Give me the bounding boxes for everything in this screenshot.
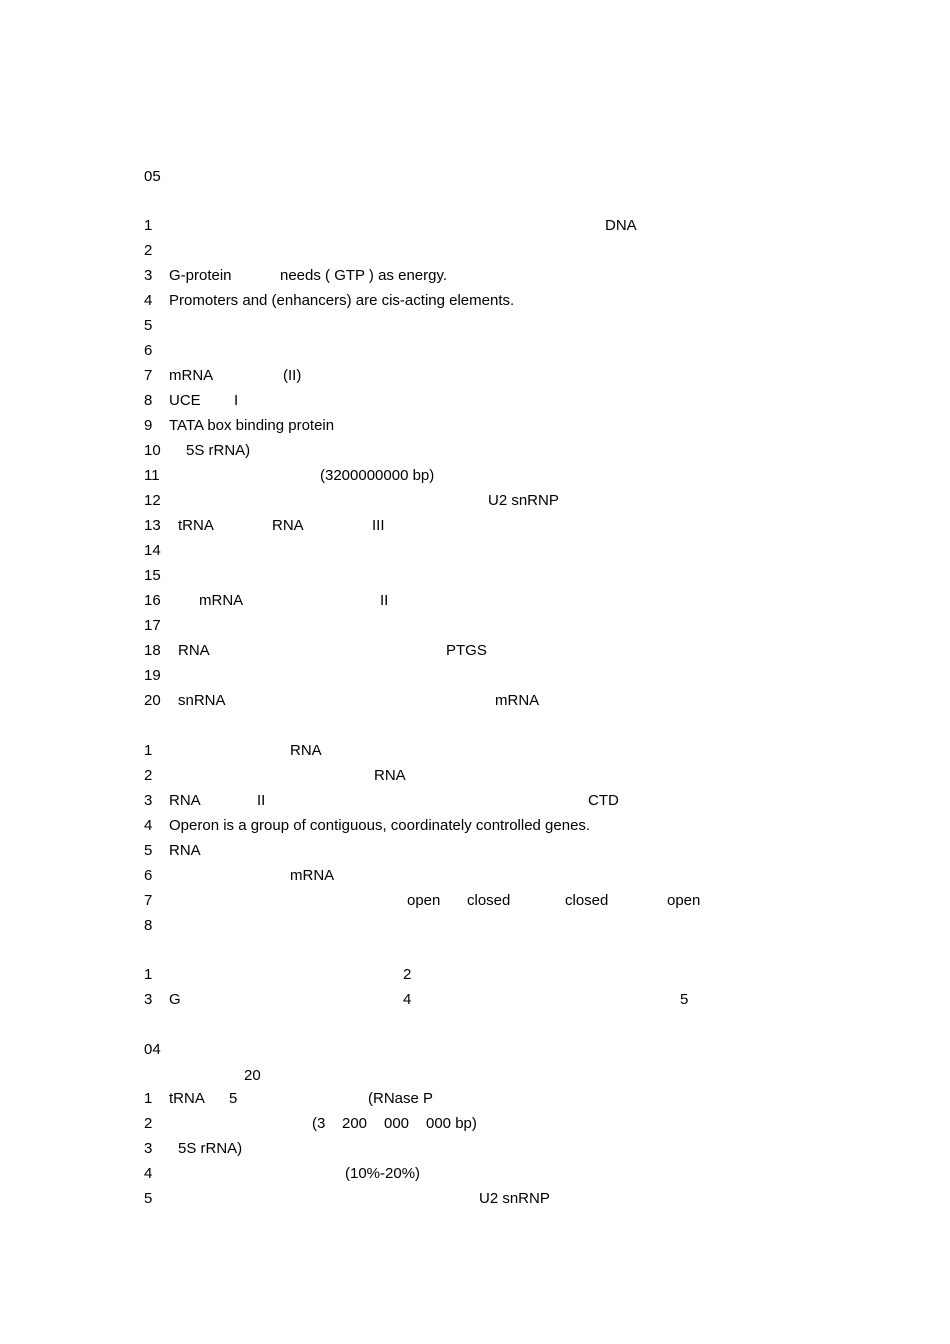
item-text: G <box>169 991 181 1008</box>
list-item <box>0 566 950 586</box>
section-heading-04: 04 <box>144 1041 161 1058</box>
item-text: 5 <box>680 991 689 1008</box>
item-text: G-protein <box>169 267 232 284</box>
list-item <box>0 916 950 936</box>
item-text: 4 <box>403 991 412 1008</box>
item-number: 7 <box>144 892 153 909</box>
item-text: (10%-20%) <box>345 1165 421 1182</box>
item-text: Promoters and (enhancers) are cis-acting elements. <box>169 292 515 309</box>
item-number: 3 <box>144 267 153 284</box>
item-number: 4 <box>144 817 153 834</box>
item-text: CTD <box>588 792 619 809</box>
item-text: RNA <box>178 642 210 659</box>
item-text: snRNA <box>178 692 226 709</box>
item-text: mRNA <box>495 692 540 709</box>
item-text: 5S rRNA) <box>186 442 251 459</box>
item-number: 6 <box>144 867 153 884</box>
item-text: mRNA <box>290 867 335 884</box>
item-text: mRNA <box>169 367 214 384</box>
item-number: 1 <box>144 1090 153 1107</box>
item-text: RNA <box>290 742 322 759</box>
item-number: 3 <box>144 991 153 1008</box>
item-text: RNA <box>272 517 304 534</box>
item-text: III <box>372 517 385 534</box>
item-number: 18 <box>144 642 161 659</box>
list-item <box>0 766 950 786</box>
list-item <box>0 266 950 286</box>
item-text: closed <box>565 892 609 909</box>
item-number: 4 <box>144 292 153 309</box>
item-text: U2 snRNP <box>479 1190 550 1207</box>
list-item <box>0 241 950 261</box>
item-number: 4 <box>144 1165 153 1182</box>
item-text: 2 <box>403 966 412 983</box>
list-item <box>0 541 950 561</box>
item-text: RNA <box>169 792 201 809</box>
list-item <box>0 791 950 811</box>
item-number: 2 <box>144 1115 153 1132</box>
item-text: 000 bp) <box>426 1115 477 1132</box>
list-item <box>0 516 950 536</box>
item-text: RNA <box>374 767 406 784</box>
list-item <box>0 491 950 511</box>
list-item <box>0 1114 950 1134</box>
item-text: (3 <box>312 1115 326 1132</box>
item-number: 11 <box>144 467 160 484</box>
item-text: mRNA <box>199 592 244 609</box>
item-number: 19 <box>144 667 161 684</box>
item-text: needs ( GTP ) as energy. <box>280 267 448 284</box>
list-item <box>0 816 950 836</box>
item-number: 16 <box>144 592 161 609</box>
item-number: 5 <box>144 317 153 334</box>
item-number: 5 <box>144 1190 153 1207</box>
list-item <box>0 691 950 711</box>
item-number: 15 <box>144 567 161 584</box>
item-text: TATA box binding protein <box>169 417 335 434</box>
item-number: 1 <box>144 966 153 983</box>
item-text: tRNA <box>178 517 214 534</box>
item-text: PTGS <box>446 642 487 659</box>
list-item <box>0 441 950 461</box>
list-item <box>0 965 950 985</box>
item-number: 20 <box>144 692 161 709</box>
list-item <box>0 341 950 361</box>
list-item <box>0 990 950 1010</box>
item-text: U2 snRNP <box>488 492 559 509</box>
item-number: 3 <box>144 1140 153 1157</box>
list-item <box>0 216 950 236</box>
list-item <box>0 1164 950 1184</box>
list-item <box>0 416 950 436</box>
list-item <box>0 291 950 311</box>
list-item <box>0 391 950 411</box>
item-number: 10 <box>144 442 161 459</box>
item-number: 5 <box>144 842 153 859</box>
item-text: 5S rRNA) <box>178 1140 243 1157</box>
list-item <box>0 1189 950 1209</box>
list-item <box>0 316 950 336</box>
item-number: 9 <box>144 417 153 434</box>
section-subheading: 20 <box>244 1067 261 1084</box>
item-text: tRNA <box>169 1090 205 1107</box>
item-text: (RNase P <box>368 1090 434 1107</box>
item-number: 8 <box>144 917 153 934</box>
item-text: Operon is a group of contiguous, coordinately controlled genes. <box>169 817 591 834</box>
item-text: closed <box>467 892 511 909</box>
item-number: 7 <box>144 367 153 384</box>
list-item <box>0 741 950 761</box>
list-item <box>0 1139 950 1159</box>
item-number: 8 <box>144 392 153 409</box>
list-item <box>0 366 950 386</box>
item-text: open <box>667 892 701 909</box>
item-text: RNA <box>169 842 201 859</box>
list-item <box>0 591 950 611</box>
item-text: 200 <box>342 1115 368 1132</box>
item-text: UCE <box>169 392 201 409</box>
list-item <box>0 641 950 661</box>
list-item <box>0 666 950 686</box>
item-text: 5 <box>229 1090 238 1107</box>
item-number: 17 <box>144 617 161 634</box>
item-number: 1 <box>144 217 153 234</box>
list-item <box>0 841 950 861</box>
section-heading-05: 05 <box>144 168 161 185</box>
list-item <box>0 466 950 486</box>
item-text: I <box>234 392 239 409</box>
item-text: II <box>257 792 266 809</box>
list-item <box>0 891 950 911</box>
item-number: 1 <box>144 742 153 759</box>
item-number: 14 <box>144 542 161 559</box>
list-item <box>0 866 950 886</box>
item-number: 2 <box>144 767 153 784</box>
item-number: 12 <box>144 492 161 509</box>
item-text: open <box>407 892 441 909</box>
item-text: DNA <box>605 217 637 234</box>
item-text: (3200000000 bp) <box>320 467 435 484</box>
item-text: 000 <box>384 1115 410 1132</box>
item-number: 13 <box>144 517 161 534</box>
item-number: 3 <box>144 792 153 809</box>
item-text: II <box>380 592 389 609</box>
item-number: 2 <box>144 242 153 259</box>
list-item <box>0 616 950 636</box>
item-number: 6 <box>144 342 153 359</box>
list-item <box>0 1089 950 1109</box>
item-text: (II) <box>283 367 302 384</box>
